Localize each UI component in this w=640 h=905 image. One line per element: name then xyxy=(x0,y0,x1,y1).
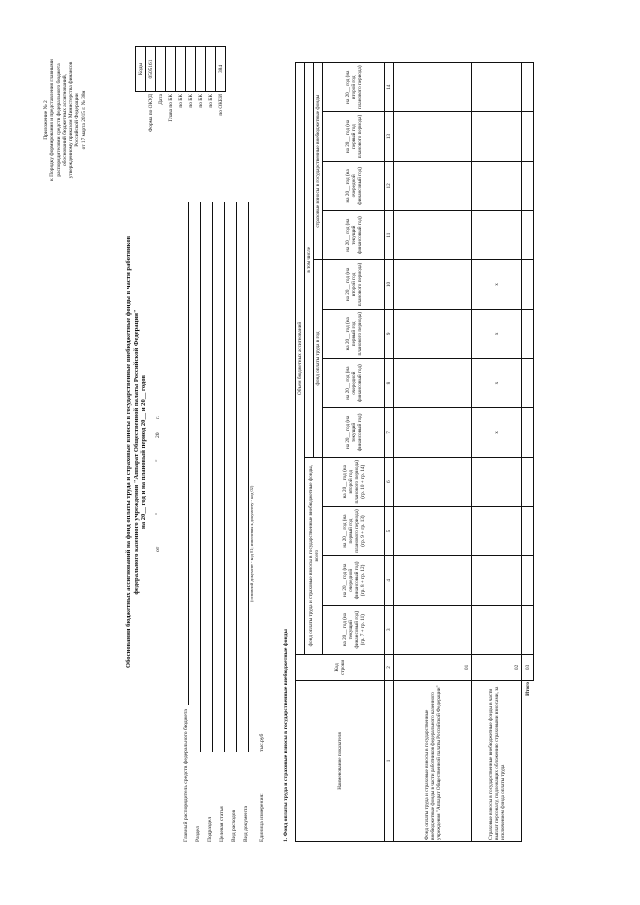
header-code: Код строки xyxy=(296,654,385,680)
table-cell xyxy=(522,211,534,260)
column-number: 7 xyxy=(385,408,394,457)
header-year-next: на 20__ год (на очередной финансовый год) (гр. 8 + гр. 12) xyxy=(323,556,385,605)
header-year-next: на 20__ год (на очередной финансовый год) xyxy=(323,161,385,210)
code-value xyxy=(206,47,216,92)
field-label: Главный распорядитель средств федерального бюджета xyxy=(182,709,189,842)
table-cell xyxy=(472,506,522,555)
row-name: Страховые взносы в государственные внебюджетные фонды в части выплат персоналу, подлежащих обложению страховыми взносами, за исключением фонда оплаты труда xyxy=(472,680,522,841)
field-label: Вид расходов xyxy=(230,809,237,842)
table-cell-x: x xyxy=(472,309,522,358)
field-label: Подраздел xyxy=(206,816,213,842)
table-row xyxy=(394,63,472,842)
table-cell xyxy=(394,358,472,407)
table-cell-x: x xyxy=(472,408,522,457)
column-number: 10 xyxy=(385,260,394,309)
section-heading: 1. Фонд оплаты труда и страховые взносы в государственные внебюджетные фонды xyxy=(283,629,289,842)
header-insurance: страховые взносы в государственные внебюджетные фонды xyxy=(314,63,323,260)
date-year: 20 xyxy=(155,432,161,439)
row-name: Фонд оплаты труда и страховые взносы в государственные внебюджетные фонды в части работников федерального казенного учреждения "Аппарат Общественной палаты Российской Федерации" xyxy=(394,680,472,841)
table-cell xyxy=(522,605,534,654)
table-cell xyxy=(394,112,472,161)
column-number: 1 xyxy=(385,680,394,841)
header-year-second: на 20__ год (на второй год планового периода) xyxy=(323,63,385,112)
appendix-line: к Порядку формирования и представления главными xyxy=(49,59,56,181)
unit-label: Единица измерения: xyxy=(259,793,265,842)
table-cell xyxy=(472,63,522,112)
header-year-current: на 20__ год (на текущий финансовый год) (гр. 7 + гр. 11) xyxy=(323,605,385,654)
code-value xyxy=(176,47,186,92)
title-line: федерального казенного учреждения "Аппарат Общественной палаты Российской Федерации" xyxy=(132,309,140,595)
header-year-first: на 20__ год (на первый год планового периода) xyxy=(323,309,385,358)
header-year-current: на 20__ год (на текущий финансовый год) xyxy=(323,408,385,457)
appendix-line: утвержденному приказом Министерства финансов xyxy=(68,61,75,179)
document-sheet xyxy=(25,32,615,872)
field-row xyxy=(237,202,249,842)
column-numbers-row xyxy=(385,63,394,842)
table-cell xyxy=(522,161,534,210)
date-quote: " xyxy=(155,459,161,462)
column-number: 3 xyxy=(385,605,394,654)
table-cell xyxy=(394,605,472,654)
doc-note: (основной документ - код 01; изменения к документу - код 02) xyxy=(249,485,254,602)
table-cell xyxy=(394,211,472,260)
code-label: по ОКЕИ xyxy=(217,94,224,116)
table-cell xyxy=(522,309,534,358)
appendix-line: распорядителями средств федерального бюджета xyxy=(55,63,62,177)
table-cell xyxy=(522,112,534,161)
code-label: Дата xyxy=(157,94,164,105)
table-cell xyxy=(394,506,472,555)
appendix-line: от 17 марта 2015 г. № 38н xyxy=(80,90,87,150)
table-cell xyxy=(472,457,522,506)
table-cell xyxy=(472,556,522,605)
column-number: 4 xyxy=(385,556,394,605)
table-cell xyxy=(472,211,522,260)
field-row xyxy=(213,202,225,842)
header-year-first: на 20__ год (на первый год планового периода) xyxy=(323,112,385,161)
date-from: от xyxy=(155,546,161,552)
table-cell xyxy=(472,161,522,210)
code-label: по БК xyxy=(207,94,214,108)
field-row xyxy=(201,202,213,842)
table-cell xyxy=(522,260,534,309)
appendix-line: обоснований бюджетных ассигнований, xyxy=(61,73,68,167)
table-cell xyxy=(522,556,534,605)
appendix-line: Приложение № 2 xyxy=(43,100,49,140)
row-code: 01 xyxy=(394,654,472,680)
appendix-line: Российской Федерации xyxy=(74,93,81,147)
table-cell-x: x xyxy=(472,358,522,407)
table-cell xyxy=(522,63,534,112)
table-cell xyxy=(522,408,534,457)
field-row xyxy=(177,202,189,842)
column-number: 2 xyxy=(385,654,394,680)
column-number: 9 xyxy=(385,309,394,358)
field-row xyxy=(225,202,237,842)
title-line: Обоснования бюджетных ассигнований на фонд оплаты труда и страховые взносы в государственные внебюджетные фонды в части работников xyxy=(125,235,132,669)
total-label: Итого xyxy=(522,680,534,841)
document-title xyxy=(125,92,148,812)
header-wage-fund: фонд оплаты труда в год xyxy=(314,260,323,457)
header-year-second: на 20__ год (на второй год планового периода) xyxy=(323,260,385,309)
code-value xyxy=(196,47,206,92)
header-name: Наименование показателя xyxy=(296,680,385,841)
code-label: Форма по ОКУД xyxy=(147,94,154,132)
column-number: 11 xyxy=(385,211,394,260)
column-number: 13 xyxy=(385,112,394,161)
title-line: на 20__ год и на плановый период 20__ и 20__ годов xyxy=(140,375,148,529)
header-total: фонд оплаты труда и страховые взносы в государственные внебюджетные фонды, всего xyxy=(305,457,323,654)
field-label: Раздел xyxy=(194,826,201,842)
code-value xyxy=(156,47,166,92)
date-quote: " xyxy=(155,513,161,516)
header-including: в том числе xyxy=(305,63,314,458)
header-year-first: на 20__ год (на первый год планового периода) (гр. 9 + гр. 13) xyxy=(323,506,385,555)
table-cell xyxy=(522,358,534,407)
column-number: 6 xyxy=(385,457,394,506)
table-cell xyxy=(394,260,472,309)
fields-block xyxy=(177,202,265,842)
codes-header: Коды xyxy=(136,47,146,92)
row-code: 03 xyxy=(522,654,534,680)
header-year-second: на 20__ год (на второй год планового периода) (гр. 10 + гр. 14) xyxy=(323,457,385,506)
date-line xyxy=(155,416,161,552)
field-label: Вид документа xyxy=(242,806,249,842)
code-label: по БК xyxy=(187,94,194,108)
header-volume: Объем бюджетных ассигнований xyxy=(296,63,305,655)
table-cell xyxy=(394,63,472,112)
field-row xyxy=(189,202,201,842)
budget-table xyxy=(295,62,534,842)
column-number: 5 xyxy=(385,506,394,555)
code-label: по БК xyxy=(197,94,204,108)
row-code: 02 xyxy=(472,654,522,680)
code-value xyxy=(186,47,196,92)
appendix-block xyxy=(43,36,87,204)
code-value xyxy=(166,47,176,92)
header-year-current: на 20__ год (на текущий финансовый год) xyxy=(323,211,385,260)
header-year-next: на 20__ год (на очередной финансовый год) xyxy=(323,358,385,407)
unit-row xyxy=(259,202,265,842)
unit-value: тыс.руб xyxy=(259,733,265,752)
column-number: 12 xyxy=(385,161,394,210)
table-cell xyxy=(394,457,472,506)
table-cell xyxy=(522,506,534,555)
table-cell xyxy=(472,112,522,161)
table-cell xyxy=(522,457,534,506)
codes-table xyxy=(135,46,226,166)
code-label: Глава по БК xyxy=(167,94,174,122)
date-suffix: г. xyxy=(155,415,161,420)
code-label: по БК xyxy=(177,94,184,108)
field-label: Целевая статья xyxy=(218,806,225,842)
column-number: 14 xyxy=(385,63,394,112)
table-cell xyxy=(394,408,472,457)
table-row xyxy=(472,63,522,842)
table-row-total xyxy=(522,63,534,842)
code-value: 384 xyxy=(216,47,226,92)
table-cell xyxy=(472,605,522,654)
column-number: 8 xyxy=(385,358,394,407)
table-cell xyxy=(394,161,472,210)
table-cell xyxy=(394,309,472,358)
table-cell xyxy=(394,556,472,605)
code-value: 0505161 xyxy=(146,47,156,92)
table-cell-x: x xyxy=(472,260,522,309)
